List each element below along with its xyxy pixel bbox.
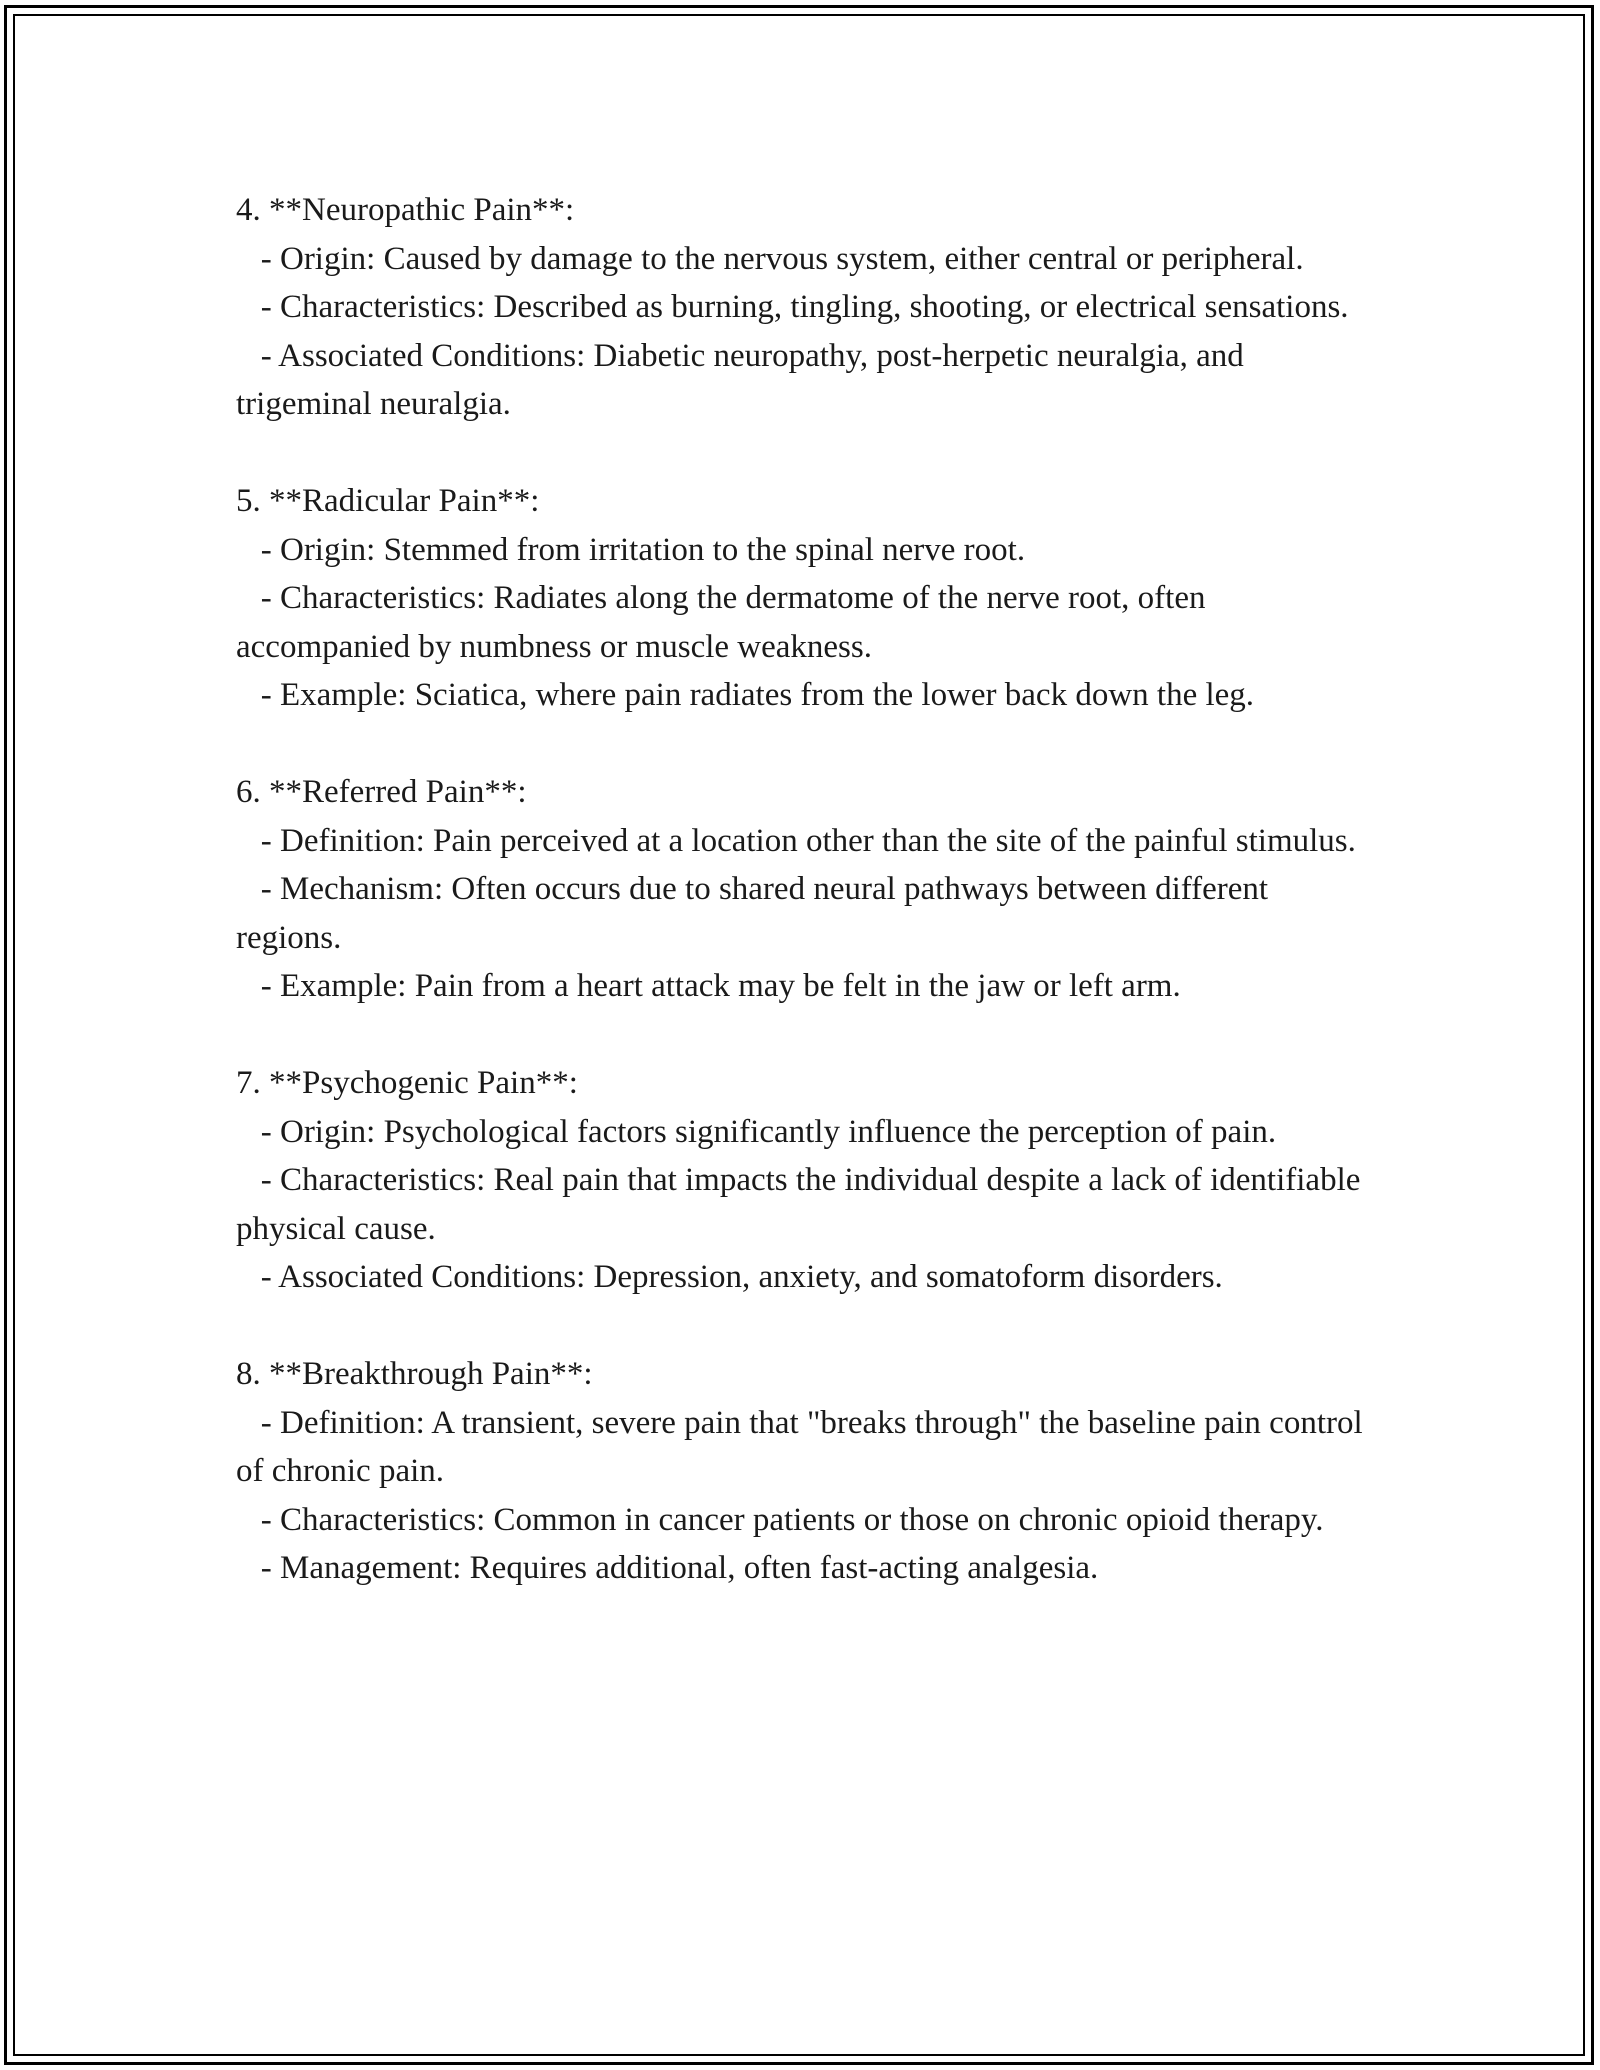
list-item: - Example: Pain from a heart attack may be felt in the jaw or left arm. — [236, 968, 1181, 1004]
section-radicular-pain — [236, 477, 1376, 720]
section-heading: 7. **Psychogenic Pain**: — [236, 1065, 578, 1101]
list-item: - Origin: Caused by damage to the nervous system, either central or peripheral. — [236, 240, 1304, 277]
list-item: - Definition: A transient, severe pain that "breaks through" the baseline pain control of chronic pain. — [236, 1404, 1371, 1489]
list-item: - Characteristics: Radiates along the dermatome of the nerve root, often accompanied by numbness or muscle weakness. — [236, 580, 1214, 665]
list-item: - Characteristics: Common in cancer patients or those on chronic opioid therapy. — [236, 1501, 1324, 1538]
section-psychogenic-pain — [236, 1059, 1376, 1302]
list-item: - Definition: Pain perceived at a location other than the site of the painful stimulus. — [236, 822, 1356, 859]
list-item: - Example: Sciatica, where pain radiates from the lower back down the leg. — [236, 677, 1255, 713]
section-heading: 8. **Breakthrough Pain**: — [236, 1356, 593, 1392]
list-item: - Associated Conditions: Diabetic neuropathy, post-herpetic neuralgia, and trigeminal neuralgia. — [236, 337, 1253, 422]
section-breakthrough-pain — [236, 1350, 1376, 1593]
list-item: - Characteristics: Real pain that impacts the individual despite a lack of identifiable physical cause. — [236, 1162, 1369, 1247]
list-item: - Management: Requires additional, often fast-acting analgesia. — [236, 1550, 1099, 1586]
list-item: - Mechanism: Often occurs due to shared neural pathways between different regions. — [236, 871, 1277, 956]
list-item: - Characteristics: Described as burning, tingling, shooting, or electrical sensations. — [236, 289, 1349, 325]
section-heading: 4. **Neuropathic Pain**: — [236, 192, 575, 228]
section-heading: 6. **Referred Pain**: — [236, 774, 527, 810]
list-item: - Origin: Stemmed from irritation to the spinal nerve root. — [236, 531, 1026, 568]
section-neuropathic-pain — [236, 186, 1376, 429]
section-referred-pain — [236, 768, 1376, 1011]
list-item: - Origin: Psychological factors significantly influence the perception of pain. — [236, 1113, 1277, 1150]
document-body — [236, 186, 1376, 1593]
section-heading: 5. **Radicular Pain**: — [236, 483, 540, 519]
list-item: - Associated Conditions: Depression, anxiety, and somatoform disorders. — [236, 1259, 1223, 1295]
